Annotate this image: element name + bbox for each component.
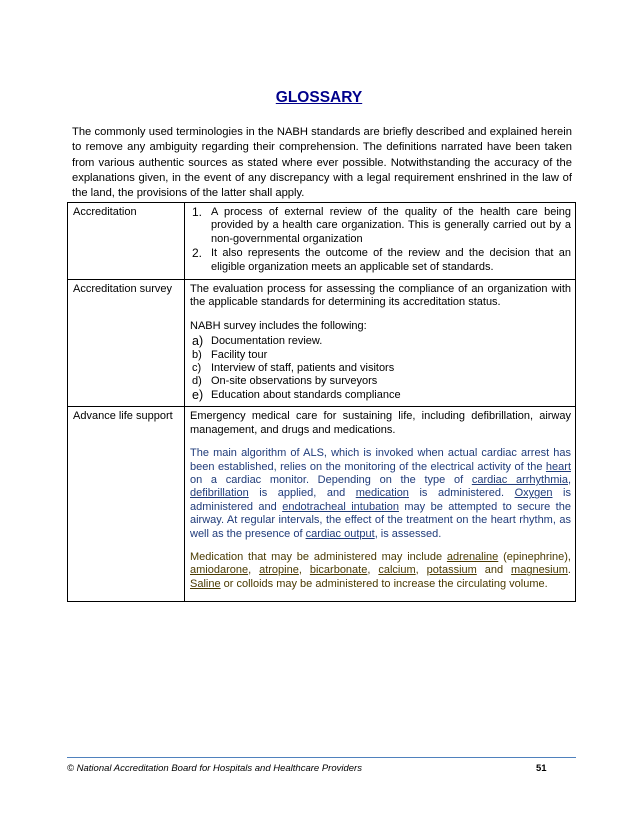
term-cell: Advance life support — [68, 407, 185, 602]
table-row — [68, 280, 576, 407]
list-marker: e) — [192, 387, 204, 402]
medication-paragraph — [190, 551, 571, 591]
text-run: , — [298, 564, 310, 577]
list-item-text: It also represents the outcome of the review and the decision that an eligible organization meets an applicable set of standards. — [211, 247, 571, 273]
page-number: 51 — [536, 763, 547, 774]
list-item — [190, 247, 571, 274]
text-run: or colloids may be administered to increase the circulating volume. — [220, 577, 548, 590]
text-run: , — [415, 564, 427, 577]
table-row — [68, 203, 576, 280]
list-marker: 1. — [192, 205, 203, 219]
list-marker: c) — [192, 362, 202, 375]
text-run: on a cardiac monitor. Depending on the type of — [190, 473, 472, 486]
table-row — [68, 407, 576, 602]
term-cell: Accreditation survey — [68, 280, 185, 407]
numbered-list — [190, 206, 571, 274]
list-item — [190, 206, 571, 246]
link-calcium[interactable]: calcium — [378, 564, 416, 577]
link-cardiac-output[interactable]: cardiac output — [305, 527, 375, 540]
link-atropine[interactable]: atropine — [259, 564, 299, 577]
link-amiodarone[interactable]: amiodarone — [190, 564, 249, 577]
list-item — [190, 375, 571, 388]
text-run: and — [476, 564, 512, 577]
list-item-text: Education about standards compliance — [211, 388, 401, 401]
text-run: The main algorithm of ALS, which is invoked when actual cardiac arrest has been established, relies on the monitoring of the electrical activity of the — [190, 447, 571, 473]
list-marker: a) — [192, 334, 204, 349]
link-endotracheal-intubation[interactable]: endotracheal intubation — [282, 500, 399, 513]
link-oxygen[interactable]: Oxygen — [514, 487, 553, 500]
link-bicarbonate[interactable]: bicarbonate — [309, 564, 368, 577]
list-item — [190, 362, 571, 375]
link-defibrillation[interactable]: defibrillation — [190, 487, 249, 500]
link-heart[interactable]: heart — [545, 460, 571, 473]
list-marker: b) — [192, 348, 202, 361]
link-saline[interactable]: Saline — [190, 577, 221, 590]
text-run: , — [248, 564, 260, 577]
link-potassium[interactable]: potassium — [426, 564, 477, 577]
text-run: is administered. — [408, 487, 515, 500]
text-run: is administered and — [190, 487, 571, 513]
list-item-text: Documentation review. — [211, 335, 323, 348]
definition-cell — [185, 280, 576, 407]
list-item-text: Facility tour — [211, 348, 268, 361]
link-cardiac-arrhythmia[interactable]: cardiac arrhythmia — [471, 473, 568, 486]
page-title: GLOSSARY — [275, 89, 363, 106]
text-run: may be attempted to secure the airway. At regular intervals, the effect of the treatment on the heart rhythm, as well as the presence of — [190, 500, 571, 540]
text-run: . — [567, 564, 571, 577]
text-run: (epinephrine), — [498, 550, 571, 563]
glossary-table — [67, 202, 576, 602]
definition-text: The evaluation process for assessing the compliance of an organization with the applicable standards for determining its accreditation status. — [190, 283, 571, 309]
text-run: Medication that may be administered may include — [190, 550, 447, 563]
footer-rule — [67, 757, 576, 758]
list-marker: d) — [192, 375, 202, 388]
text-run: , is assessed. — [374, 527, 442, 540]
definition-cell — [185, 407, 576, 602]
link-medication[interactable]: medication — [355, 487, 409, 500]
list-item-text: On-site observations by surveyors — [211, 375, 378, 388]
definition-text: Emergency medical care for sustaining life, including defibrillation, airway management, and drugs and medications. — [190, 410, 571, 436]
footer-copyright: © National Accreditation Board for Hospitals and Healthcare Providers — [67, 763, 362, 774]
link-adrenaline[interactable]: adrenaline — [446, 550, 499, 563]
definition-cell — [185, 203, 576, 280]
term-cell: Accreditation — [68, 203, 185, 280]
lettered-list — [190, 335, 571, 402]
text-run: , — [367, 564, 379, 577]
list-marker: 2. — [192, 246, 203, 261]
text-run: , — [567, 473, 571, 486]
list-item-text: A process of external review of the quality of the health care being provided by a health care organization. This is generally carried out by a non-governmental organization — [211, 206, 571, 245]
list-item — [190, 335, 571, 348]
list-item — [190, 349, 571, 362]
list-item — [190, 389, 571, 402]
als-algorithm-paragraph — [190, 447, 571, 541]
text-run: is applied, and — [248, 487, 356, 500]
list-item-text: Interview of staff, patients and visitors — [211, 362, 395, 375]
link-magnesium[interactable]: magnesium — [511, 564, 568, 577]
sub-heading: NABH survey includes the following: — [190, 319, 367, 332]
intro-paragraph: The commonly used terminologies in the NABH standards are briefly described and explained herein to remove any ambiguity regarding their comprehension. The definitions narrated have been taken from various authentic sources as stated where ever possible. Notwithstanding the accuracy of the explanations given, in the event of any discrepancy with a legal requirement enshrined in the law of the land, the provisions of the latter shall apply. — [72, 126, 572, 200]
